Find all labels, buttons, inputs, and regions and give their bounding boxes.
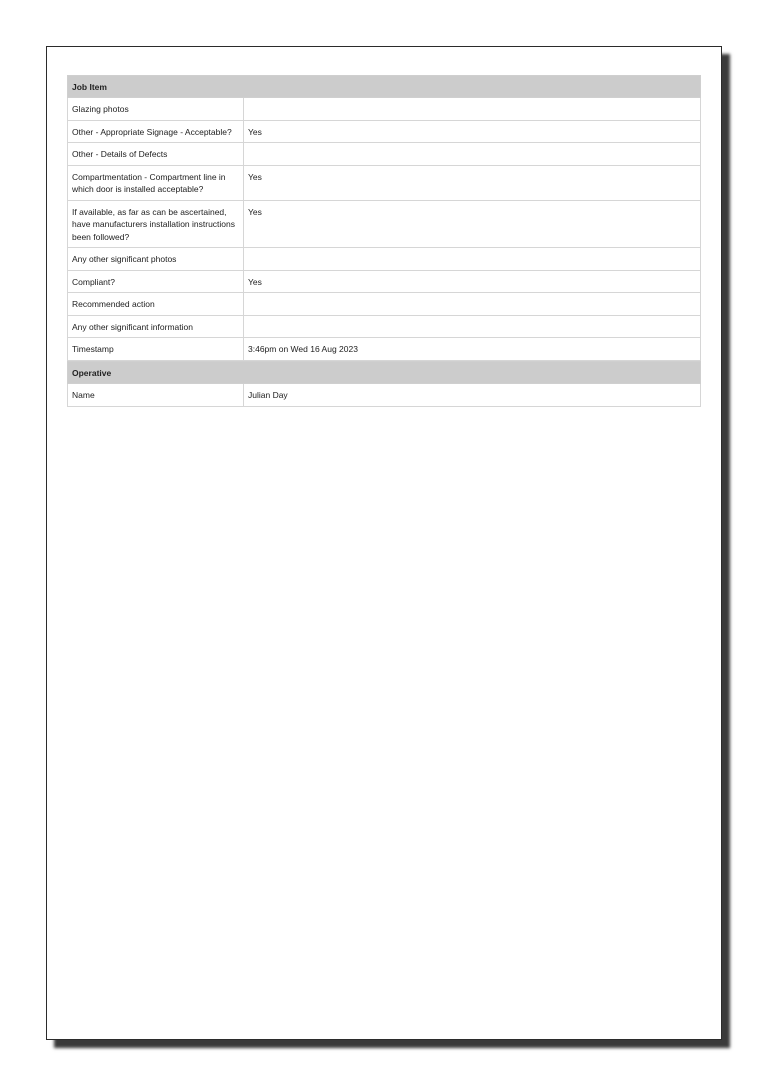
operative-heading: Operative xyxy=(68,362,701,384)
table-row xyxy=(68,270,701,293)
row-value xyxy=(244,143,701,166)
row-label: Glazing photos xyxy=(68,98,244,121)
table-row xyxy=(68,120,701,143)
row-value xyxy=(244,98,701,121)
row-label: Any other significant photos xyxy=(68,248,244,271)
operative-table xyxy=(67,361,701,407)
job-item-heading: Job Item xyxy=(68,76,701,98)
table-row xyxy=(68,98,701,121)
row-label: If available, as far as can be ascertained, have manufacturers installation instructions been followed? xyxy=(68,200,244,248)
row-value: Yes xyxy=(244,270,701,293)
row-value: Yes xyxy=(244,200,701,248)
row-value: 3:46pm on Wed 16 Aug 2023 xyxy=(244,338,701,361)
table-row xyxy=(68,293,701,316)
operative-header-row xyxy=(68,362,701,384)
row-label: Other - Appropriate Signage - Acceptable? xyxy=(68,120,244,143)
job-item-header-row xyxy=(68,76,701,98)
document-page xyxy=(46,46,722,1040)
job-item-table xyxy=(67,75,701,361)
table-row xyxy=(68,200,701,248)
row-value: Yes xyxy=(244,165,701,200)
row-label: Timestamp xyxy=(68,338,244,361)
table-row xyxy=(68,143,701,166)
row-value: Yes xyxy=(244,120,701,143)
row-label: Other - Details of Defects xyxy=(68,143,244,166)
row-value xyxy=(244,293,701,316)
row-label: Compartmentation - Compartment line in which door is installed acceptable? xyxy=(68,165,244,200)
table-row xyxy=(68,248,701,271)
table-row xyxy=(68,384,701,407)
row-label: Compliant? xyxy=(68,270,244,293)
table-row xyxy=(68,315,701,338)
table-row xyxy=(68,338,701,361)
row-label: Recommended action xyxy=(68,293,244,316)
row-label: Name xyxy=(68,384,244,407)
row-value xyxy=(244,315,701,338)
row-value: Julian Day xyxy=(244,384,701,407)
table-row xyxy=(68,165,701,200)
row-label: Any other significant information xyxy=(68,315,244,338)
row-value xyxy=(244,248,701,271)
